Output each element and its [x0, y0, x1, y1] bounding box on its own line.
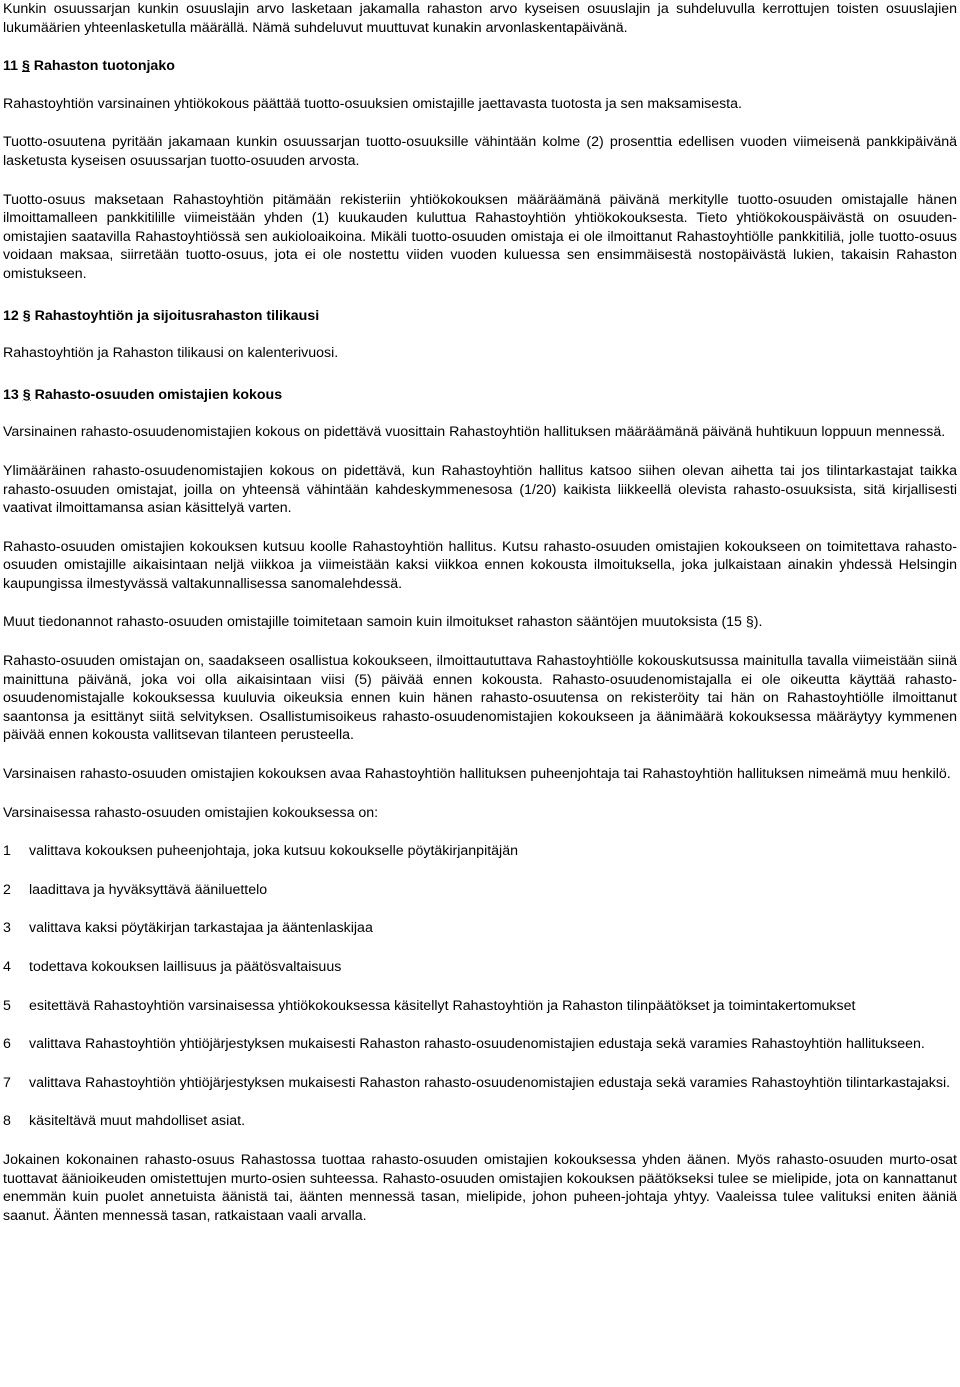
list-item-number: 5: [3, 997, 11, 1014]
section-11-paragraph-3: Tuotto-osuus maksetaan Rahastoyhtiön pitämään rekisteriin yhtiökokouksen määräämänä päivänä merkitylle tuotto-osuuden omistajalle hänen ilmoittamalleen pankkitilille viimeistään yhden (1) kuukauden kuluttua Rahastoyhtiön yhtiökokouksesta. Tieto yhtiökokouspäivästä on osuuden-omistajien saatavilla Rahastoyhtiössä sen aukioloaikoina. Mikäli tuotto-osuuden omistaja ei ole ilmoittanut Rahastoyhtiölle pankkitiliä, jolle tuotto-osuus voidaan maksaa, siirretään tuotto-osuus, jota ei ole nostettu viiden vuoden kuluessa sen ensimmäisestä nostopäivästä lukien, takaisin Rahaston omistukseen.: [3, 191, 957, 282]
section-title: Rahastoyhtiön ja sijoitusrahaston tilikausi: [34, 307, 320, 324]
list-item-text: valittava kokouksen puheenjohtaja, joka kutsuu kokoukselle pöytäkirjanpitäjän: [29, 843, 518, 860]
section-11-heading: [3, 57, 957, 76]
list-item-number: 1: [3, 843, 11, 860]
section-13-paragraph-6: Varsinaisen rahasto-osuuden omistajien kokouksen avaa Rahastoyhtiön hallituksen puheenjohtaja tai Rahastoyhtiön hallituksen nimeämä muu henkilö.: [3, 766, 951, 783]
list-item: [3, 958, 957, 977]
list-item: [3, 1035, 957, 1054]
section-sign: §: [21, 58, 30, 75]
list-item-number: 6: [3, 1036, 11, 1053]
list-item-text: laadittava ja hyväksyttävä ääniluettelo: [29, 881, 268, 898]
section-13-heading: [3, 386, 957, 405]
list-item-text: esitettävä Rahastoyhtiön varsinaisessa yhtiökokouksessa käsitellyt Rahastoyhtiön ja Rahaston tilinpäätökset ja toimintakertomukset: [29, 997, 856, 1014]
section-13-paragraph-1: Varsinainen rahasto-osuudenomistajien kokous on pidettävä vuosittain Rahastoyhtiön hallituksen määräämänä päivänä huhtikuun loppuun mennessä.: [3, 424, 946, 441]
section-sign: §: [22, 386, 31, 403]
list-item: [3, 881, 957, 900]
section-13-paragraph-8: Jokainen kokonainen rahasto-osuus Rahastossa tuottaa rahasto-osuuden omistajien kokouksessa yhden äänen. Myös rahasto-osuuden murto-osat tuottavat äänioikeuden omistettujen murto-osien suhteessa. Rahasto-osuuden omistajien kokouksen päätökseksi tulee se mielipide, jota on kannattanut enemmän kuin puolet annetuista äänistä tai, äänten mennessä tasan, mielipide, johon puheen-johtaja yhtyy. Vaaleissa tulee valituksi eniten ääniä saanut. Äänten mennessä tasan, ratkaistaan vaali arvalla.: [3, 1151, 957, 1224]
section-number: 11: [3, 58, 18, 75]
list-item-text: valittava Rahastoyhtiön yhtiöjärjestyksen mukaisesti Rahaston rahasto-osuudenomistajien edustaja sekä varamies Rahastoyhtiön hallitukseen.: [29, 1036, 925, 1053]
list-item-number: 2: [3, 881, 11, 898]
agenda-list: [3, 842, 957, 1131]
section-number: 13: [3, 386, 19, 403]
section-13-paragraph-3: Rahasto-osuuden omistajien kokouksen kutsuu koolle Rahastoyhtiön hallitus. Kutsu rahasto-osuuden omistajien kokoukseen on toimitettava rahasto-osuuden omistajille aikaisintaan neljä viikkoa ja viimeistään kaksi viikkoa ennen kokousta ilmoituksella, joka julkaistaan ainakin yhdessä Helsingin kaupungissa ilmestyvässä valtakunnallisessa sanomalehdessä.: [3, 538, 957, 592]
section-13-paragraph-4: Muut tiedonannot rahasto-osuuden omistajille toimitetaan samoin kuin ilmoitukset rahaston sääntöjen muutoksista (15 §).: [3, 614, 763, 631]
list-item-number: 4: [3, 959, 11, 975]
section-sign: §: [22, 307, 31, 324]
list-item-number: 3: [3, 920, 11, 937]
list-item: [3, 1074, 957, 1093]
list-item-text: käsiteltävä muut mahdolliset asiat.: [29, 1113, 246, 1130]
list-item-number: 7: [3, 1074, 11, 1091]
list-item-text: todettava kokouksen laillisuus ja päätösvaltaisuus: [29, 959, 342, 975]
intro-paragraph: Kunkin osuussarjan kunkin osuuslajin arvo lasketaan jakamalla rahaston arvo kyseisen osuuslajin ja suhdeluvulla kerrottujen toisten osuuslajien lukumäärien yhteenlasketulla määrällä. Nämä suhdeluvut muuttuvat kunakin arvonlaskentapäivänä.: [3, 1, 957, 36]
list-item: [3, 1112, 957, 1131]
list-item-text: valittava Rahastoyhtiön yhtiöjärjestyksen mukaisesti Rahaston rahasto-osuudenomistajien edustaja sekä varamies Rahastoyhtiön tilintarkastajaksi.: [29, 1074, 951, 1091]
section-13-paragraph-7: Varsinaisessa rahasto-osuuden omistajien kokouksessa on:: [3, 804, 379, 821]
section-13-paragraph-2: Ylimääräinen rahasto-osuudenomistajien kokous on pidettävä, kun Rahastoyhtiön hallitus katsoo siihen olevan aihetta tai jos tilintarkastajat taikka rahasto-osuuden omistajat, joilla on yhteensä vähintään kahdeskymmenesosa (1/20) kaikista liikkeellä olevista rahasto-osuuksista, sitä kirjallisesti vaativat ilmoittamansa asian käsittelyä varten.: [3, 462, 957, 517]
section-13-paragraph-5: Rahasto-osuuden omistajan on, saadakseen osallistua kokoukseen, ilmoittaututtava Rahastoyhtiölle kokouskutsussa mainitulla tavalla viimeistään siinä mainittuna päivänä, joka voi olla aikaisintaan viisi (5) päivää ennen kokousta. Rahasto-osuudenomistajalla ei ole oikeutta käyttää rahasto-osuudenomistajalle kokouksessa kuuluvia oikeuksia ennen kuin hänen rahasto-osuutensa on rekisteröity tai hän on Rahastoyhtiölle ilmoittanut saantonsa ja esittänyt siitä selvityksen. Osallistumisoikeus rahasto-osuudenomistajien kokoukseen ja äänimäärä kokouksessa määräytyy kymmenen päivää ennen kokousta vallitsevan tilanteen perusteella.: [3, 653, 957, 744]
section-12-paragraph-1: Rahastoyhtiön ja Rahaston tilikausi on kalenterivuosi.: [3, 345, 339, 362]
list-item: [3, 919, 957, 938]
list-item: [3, 842, 957, 861]
list-item-number: 8: [3, 1113, 11, 1130]
section-title: Rahasto-osuuden omistajien kokous: [34, 386, 283, 403]
section-11-paragraph-1: Rahastoyhtiön varsinainen yhtiökokous päättää tuotto-osuuksien omistajille jaettavasta tuotosta ja sen maksamisesta.: [3, 95, 742, 112]
section-title: Rahaston tuotonjako: [33, 58, 175, 75]
list-item-text: valittava kaksi pöytäkirjan tarkastajaa ja ääntenlaskijaa: [29, 920, 373, 937]
section-11-paragraph-2: Tuotto-osuutena pyritään jakamaan kunkin osuussarjan tuotto-osuuksille vähintään kolme (2) prosenttia edellisen vuoden viimeisenä pankkipäivänä lasketusta kyseisen osuussarjan tuotto-osuuden arvosta.: [3, 134, 957, 169]
section-number: 12: [3, 307, 19, 324]
list-item: [3, 997, 957, 1016]
section-12-heading: [3, 307, 957, 326]
